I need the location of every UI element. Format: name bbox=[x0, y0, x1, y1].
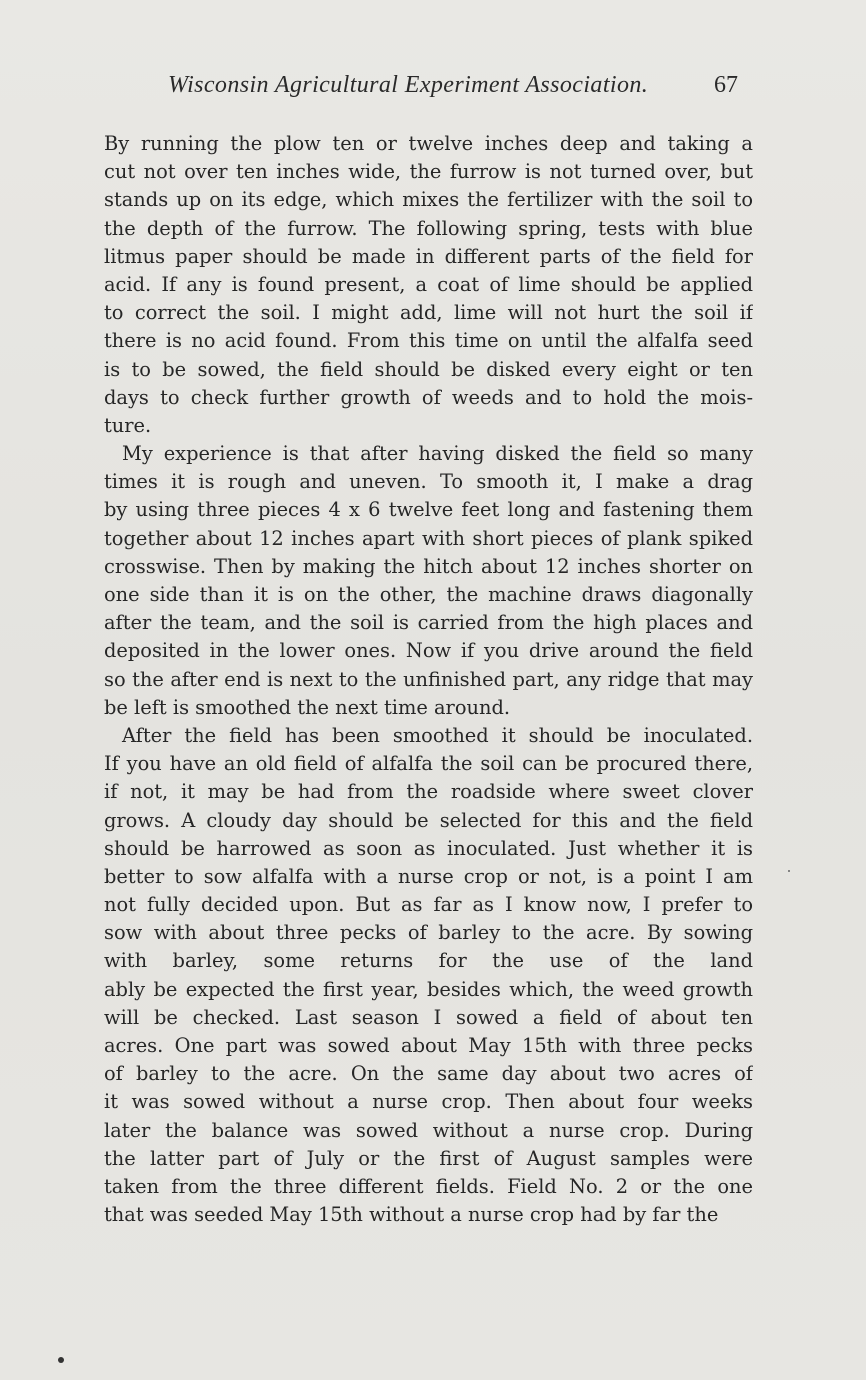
text-line: the depth of the furrow. The following spring, tests with blue bbox=[104, 216, 753, 240]
text-line: one side than it is on the other, the machine draws diagonally bbox=[104, 583, 753, 606]
text-line: if not, it may be had from the roadside where sweet clover bbox=[104, 780, 753, 804]
text-line: acid. If any is found present, a coat of lime should be applied bbox=[104, 272, 753, 296]
text-line: grows. A cloudy day should be selected for this and the field bbox=[104, 808, 753, 832]
text-line: times it is rough and uneven. To smooth it, I make a drag bbox=[104, 470, 753, 494]
text-line: so the after end is next to the unfinished part, any ridge that may bbox=[104, 667, 753, 691]
text-line: stands up on its edge, which mixes the fertilizer with the soil to bbox=[104, 188, 753, 212]
text-line: not fully decided upon. But as far as I know now, I prefer to bbox=[104, 893, 753, 917]
text-line: better to sow alfalfa with a nurse crop or not, is a point I am bbox=[104, 864, 753, 888]
text-line: ably be expected the first year, besides which, the weed growth bbox=[104, 977, 753, 1001]
text-line: be left is smoothed the next time around. bbox=[104, 695, 511, 719]
page-number: 67 bbox=[714, 72, 738, 98]
text-line: sow with about three pecks of barley to the acre. By sowing bbox=[104, 921, 753, 945]
body-text bbox=[104, 130, 753, 1229]
paragraph bbox=[104, 440, 753, 722]
text-line: days to check further growth of weeds and to hold the mois- bbox=[104, 385, 753, 409]
paragraph bbox=[104, 722, 753, 1229]
text-line: after the team, and the soil is carried from the high places and bbox=[104, 611, 753, 635]
text-line: is to be sowed, the field should be disked every eight or ten bbox=[104, 357, 753, 381]
text-line: the latter part of July or the first of August samples were bbox=[104, 1146, 753, 1170]
text-line: cut not over ten inches wide, the furrow is not turned over, but bbox=[104, 160, 753, 184]
text-line: there is no acid found. From this time on until the alfalfa seed bbox=[104, 329, 753, 353]
text-line: should be harrowed as soon as inoculated. Just whether it is bbox=[104, 836, 753, 860]
text-line: crosswise. Then by making the hitch about 12 inches shorter on bbox=[104, 554, 753, 578]
text-line: ture. bbox=[104, 413, 152, 437]
text-line: by using three pieces 4 x 6 twelve feet long and fastening them bbox=[104, 498, 753, 522]
text-line: with barley, some returns for the use of the land bbox=[104, 949, 753, 973]
text-line: After the field has been smoothed it should be inoculated. bbox=[122, 723, 753, 747]
text-line: to correct the soil. I might add, lime will not hurt the soil if bbox=[104, 301, 753, 325]
text-line: that was seeded May 15th without a nurse crop had by far the bbox=[104, 1203, 719, 1227]
print-speck bbox=[788, 870, 790, 872]
text-line: it was sowed without a nurse crop. Then about four weeks bbox=[104, 1090, 753, 1114]
paragraph bbox=[104, 130, 753, 440]
text-line: later the balance was sowed without a nurse crop. During bbox=[104, 1118, 753, 1142]
text-line: By running the plow ten or twelve inches deep and taking a bbox=[104, 132, 753, 155]
text-line: together about 12 inches apart with short pieces of plank spiked bbox=[104, 526, 753, 550]
text-line: deposited in the lower ones. Now if you drive around the field bbox=[104, 639, 753, 663]
text-line: My experience is that after having disked the field so many bbox=[122, 442, 753, 466]
text-line: will be checked. Last season I sowed a field of about ten bbox=[104, 1005, 753, 1029]
running-header bbox=[168, 72, 738, 108]
print-speck bbox=[58, 1357, 64, 1363]
text-line: of barley to the acre. On the same day about two acres of bbox=[104, 1062, 753, 1086]
text-line: litmus paper should be made in different parts of the field for bbox=[104, 244, 753, 268]
text-line: If you have an old field of alfalfa the soil can be procured there, bbox=[104, 752, 753, 776]
running-title: Wisconsin Agricultural Experiment Association. bbox=[168, 72, 649, 98]
text-line: acres. One part was sowed about May 15th with three pecks bbox=[104, 1034, 753, 1057]
text-line: taken from the three different fields. Field No. 2 or the one bbox=[104, 1174, 753, 1198]
